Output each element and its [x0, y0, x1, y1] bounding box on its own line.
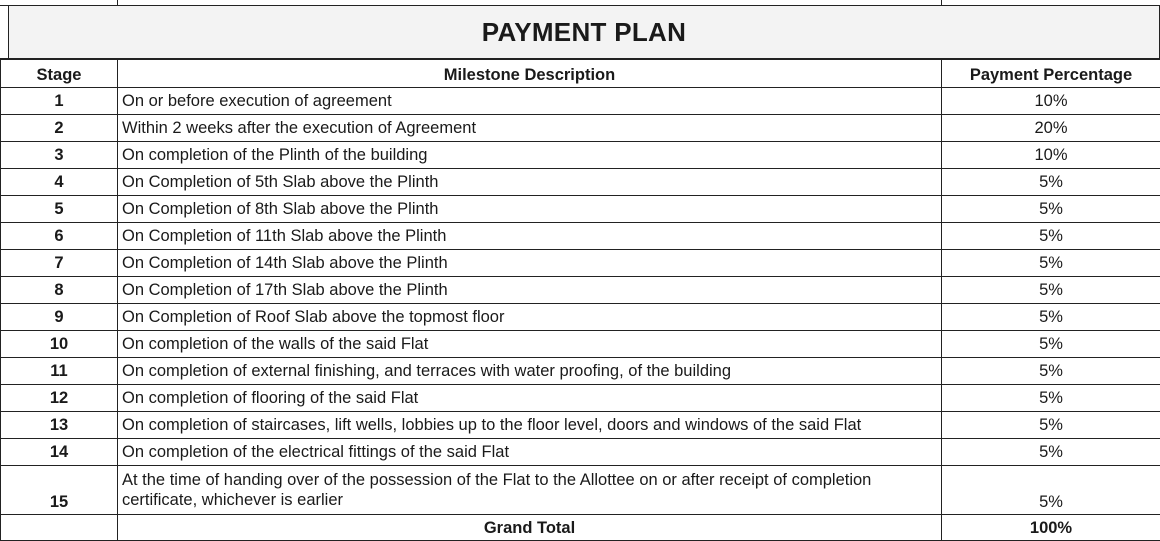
table-row: [1, 331, 1160, 358]
empty-cell: [1, 515, 118, 541]
description-cell: On completion of external finishing, and terraces with water proofing, of the building: [118, 358, 942, 385]
payment-plan-table: [0, 59, 1160, 541]
description-cell: Within 2 weeks after the execution of Agreement: [118, 115, 942, 142]
stage-cell: 3: [1, 142, 118, 169]
percentage-cell: 5%: [942, 169, 1160, 196]
percentage-cell: 5%: [942, 304, 1160, 331]
table-title: PAYMENT PLAN: [8, 6, 1160, 59]
stage-cell: 4: [1, 169, 118, 196]
grand-total-row: [1, 515, 1160, 541]
description-cell: On Completion of 14th Slab above the Plinth: [118, 250, 942, 277]
percentage-cell: 10%: [942, 88, 1160, 115]
stage-cell: 5: [1, 196, 118, 223]
table-row: [1, 250, 1160, 277]
percentage-cell: 5%: [942, 385, 1160, 412]
grand-total-value: 100%: [942, 515, 1160, 541]
stage-cell: 15: [1, 466, 118, 515]
stage-cell: 2: [1, 115, 118, 142]
description-cell: On completion of flooring of the said Flat: [118, 385, 942, 412]
stage-column-header: Stage: [1, 60, 118, 88]
percentage-cell: 5%: [942, 331, 1160, 358]
description-cell: On or before execution of agreement: [118, 88, 942, 115]
stage-cell: 1: [1, 88, 118, 115]
table-row: [1, 115, 1160, 142]
table-row: [1, 304, 1160, 331]
percentage-cell: 5%: [942, 277, 1160, 304]
table-row: [1, 169, 1160, 196]
grand-total-label: Grand Total: [118, 515, 942, 541]
percentage-cell: 5%: [942, 412, 1160, 439]
percentage-cell: 5%: [942, 466, 1160, 515]
table-row: [1, 196, 1160, 223]
description-cell: On completion of the electrical fittings of the said Flat: [118, 439, 942, 466]
header-row: [1, 60, 1160, 88]
table-row: [1, 466, 1160, 515]
table-row: [1, 277, 1160, 304]
description-column-header: Milestone Description: [118, 60, 942, 88]
stage-cell: 12: [1, 385, 118, 412]
stage-cell: 9: [1, 304, 118, 331]
description-cell: On Completion of 5th Slab above the Plinth: [118, 169, 942, 196]
stage-cell: 6: [1, 223, 118, 250]
stage-cell: 8: [1, 277, 118, 304]
table-row: [1, 412, 1160, 439]
table-row: [1, 223, 1160, 250]
stage-cell: 13: [1, 412, 118, 439]
percentage-cell: 5%: [942, 250, 1160, 277]
description-cell: On completion of the Plinth of the building: [118, 142, 942, 169]
percentage-cell: 20%: [942, 115, 1160, 142]
stage-cell: 10: [1, 331, 118, 358]
description-cell: At the time of handing over of the possession of the Flat to the Allottee on or after receipt of completion certificate, whichever is earlier: [118, 466, 942, 515]
description-cell: On Completion of Roof Slab above the topmost floor: [118, 304, 942, 331]
percentage-column-header: Payment Percentage: [942, 60, 1160, 88]
percentage-cell: 5%: [942, 223, 1160, 250]
percentage-cell: 5%: [942, 196, 1160, 223]
description-cell: On Completion of 11th Slab above the Plinth: [118, 223, 942, 250]
table-row: [1, 358, 1160, 385]
percentage-cell: 5%: [942, 439, 1160, 466]
description-cell: On Completion of 17th Slab above the Plinth: [118, 277, 942, 304]
left-edge-border: [0, 30, 8, 59]
percentage-cell: 10%: [942, 142, 1160, 169]
stage-cell: 7: [1, 250, 118, 277]
table-row: [1, 142, 1160, 169]
percentage-cell: 5%: [942, 358, 1160, 385]
description-cell: On Completion of 8th Slab above the Plinth: [118, 196, 942, 223]
stage-cell: 11: [1, 358, 118, 385]
table-row: [1, 88, 1160, 115]
stage-cell: 14: [1, 439, 118, 466]
table-row: [1, 439, 1160, 466]
description-cell: On completion of the walls of the said Flat: [118, 331, 942, 358]
table-row: [1, 385, 1160, 412]
description-cell: On completion of staircases, lift wells, lobbies up to the floor level, doors and windows of the said Flat: [118, 412, 942, 439]
